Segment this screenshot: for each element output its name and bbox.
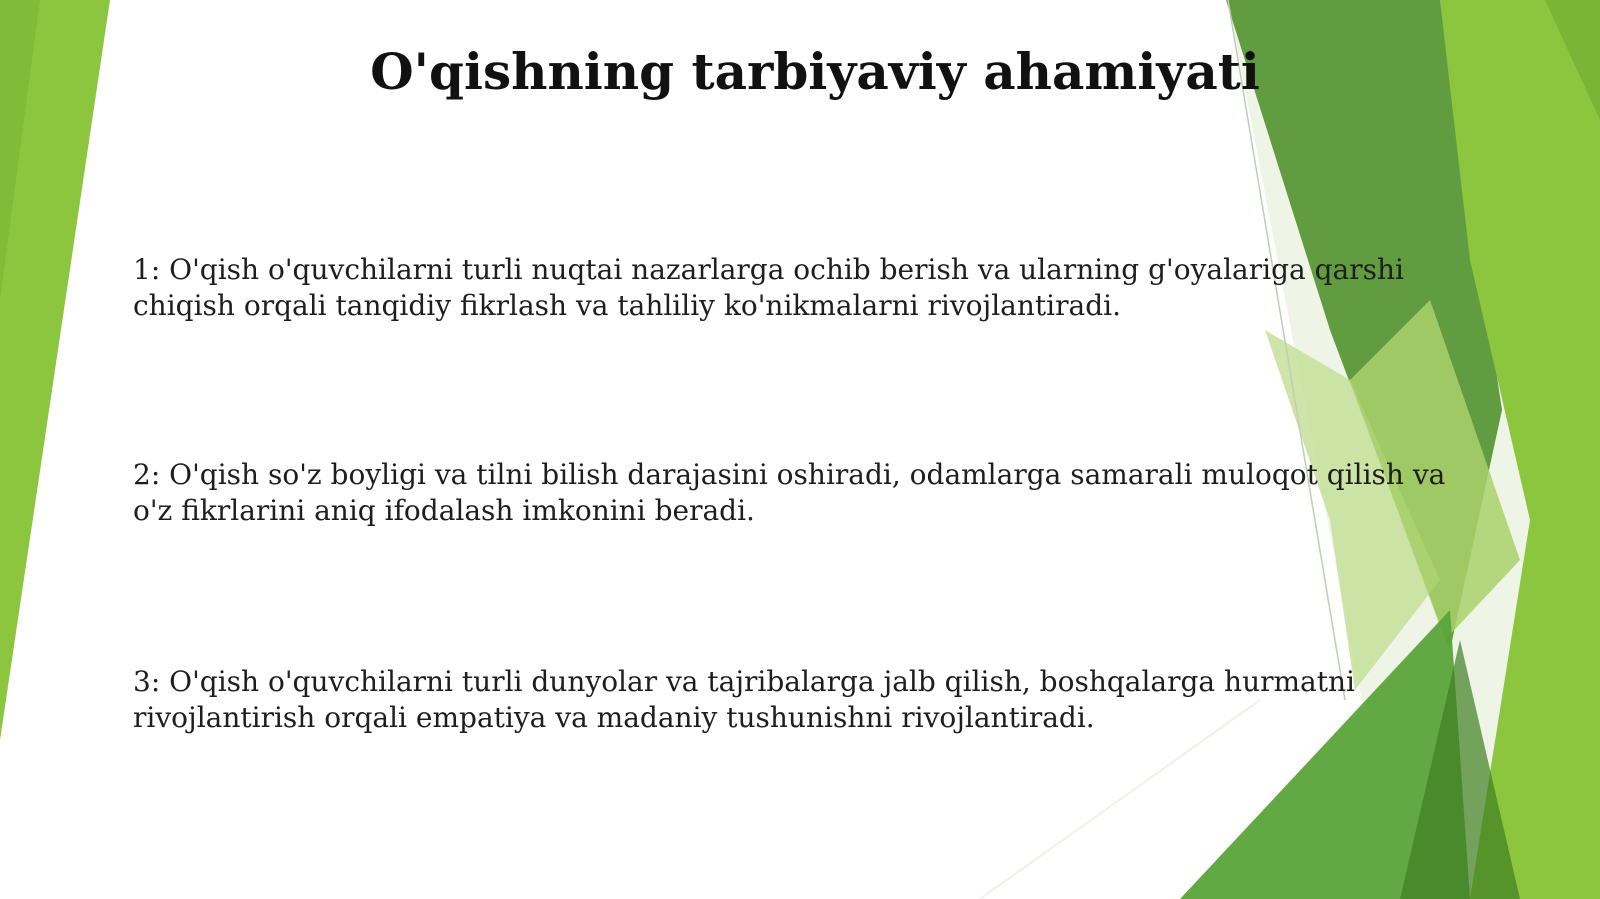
slide-title: O'qishning tarbiyaviy ahamiyati [370, 42, 1260, 101]
point-2: 2: O'qish so'z boyligi va tilni bilish darajasini oshiradi, odamlarga samarali muloqot qilish va o'z fikrlarini aniq ifodalash imkonini beradi. [133, 458, 1446, 527]
point-1: 1: O'qish o'quvchilarni turli nuqtai nazarlarga ochib berish va ularning g'oyalariga qarshi chiqish orqali tanqidiy fikrlash va tahliliy ko'nikmalarni rivojlantiradi. [133, 253, 1404, 322]
point-3: 3: O'qish o'quvchilarni turli dunyolar va tajribalarga jalb qilish, boshqalarga hurmatni rivojlantirish orqali empatiya va madaniy tushunishni rivojlantiradi. [133, 665, 1355, 734]
